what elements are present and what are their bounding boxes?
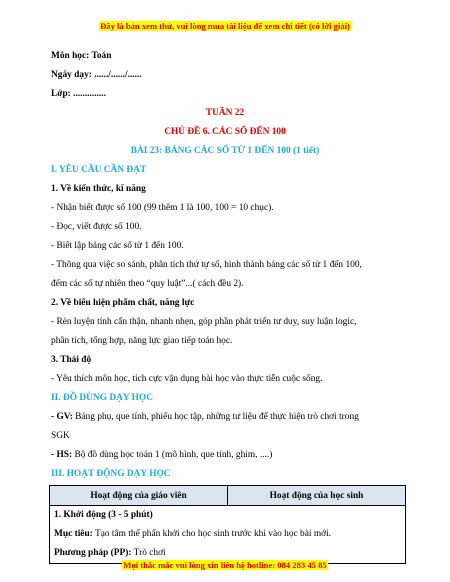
attitude-item: - Yêu thích môn học, tích cực vận dụng bài học vào thực tiễn cuộc sống.: [51, 374, 323, 384]
hotline-banner: [0, 560, 450, 570]
hotline-banner-text: Mọi thắc mắc vui lòng xin liên hệ hotline: 084 283 45 85: [123, 560, 327, 570]
student-materials: [51, 449, 411, 461]
teacher-materials-cont: SGK: [51, 431, 70, 441]
date-line: Ngày dạy: ....../....../......: [51, 70, 142, 80]
preview-banner-text: Đây là bản xem thử, vui lòng mua tài liệu để xem chi tiết (có lời giải): [100, 21, 350, 31]
knowledge-item: đếm các số tự nhiên theo “quy luật”...( cách đều 2).: [51, 279, 244, 289]
activity-row: [50, 506, 406, 564]
subsection-competence: 2. Về biểu hiện phẩm chất, năng lực: [51, 298, 195, 308]
activity-title: 1. Khởi động (3 - 5 phút): [54, 510, 153, 520]
activity-method: Phương pháp (PP): Trò chơi: [54, 548, 166, 558]
teacher-materials: [51, 411, 411, 423]
knowledge-item: - Nhận biết được số 100 (99 thêm 1 là 100, 100 = 10 chục).: [51, 203, 274, 213]
activity-goal: Mục tiêu: Tạo tâm thế phấn khởi cho học sinh trước khi vào học bài mới.: [54, 529, 332, 539]
activity-table: [49, 485, 406, 564]
lesson-title: BÀI 23: BẢNG CÁC SỐ TỪ 1 ĐẾN 100 (1 tiết): [130, 146, 320, 156]
hs-text: Bộ đồ dùng học toán 1 (mô hình, que tính, ghim, ....): [72, 450, 273, 460]
competence-item: phân tích, tổng hợp, năng lực giao tiếp toán học.: [51, 336, 233, 346]
knowledge-item: - Biết lập bảng các số từ 1 đến 100.: [51, 241, 184, 251]
col-student-header: Hoạt động của học sinh: [228, 486, 406, 506]
col-teacher-header: Hoạt động của giáo viên: [50, 486, 228, 506]
section-materials: II. ĐỒ DÙNG DẠY HỌC: [51, 393, 153, 403]
subsection-knowledge: 1. Về kiến thức, kĩ năng: [51, 184, 146, 194]
gv-text: Bảng phụ, que tính, phiếu học tập, những tư liệu để thực hiện trò chơi trong: [72, 412, 359, 422]
preview-banner: [0, 21, 450, 31]
subject-line: Môn học: Toán: [51, 51, 112, 61]
section-activities: III. HOẠT ĐỘNG DẠY HỌC: [51, 469, 171, 479]
topic-title: CHỦ ĐỀ 6. CÁC SỐ ĐẾN 100: [164, 127, 286, 137]
class-line: Lớp: ..............: [51, 89, 106, 99]
subsection-attitude: 3. Thái độ: [51, 355, 92, 365]
knowledge-item: - Đọc, viết được số 100.: [51, 222, 142, 232]
hs-label: - HS:: [51, 450, 73, 460]
gv-label: - GV:: [51, 412, 73, 422]
knowledge-item: - Thông qua việc so sánh, phân tích thứ tự số, hình thành bảng các số từ 1 đến 100,: [51, 260, 362, 270]
competence-item: - Rèn luyện tính cẩn thận, nhanh nhẹn, góp phần phát triển tư duy, suy luận logic,: [51, 317, 357, 327]
week-title: TUẦN 22: [205, 108, 245, 118]
section-requirements: I. YÊU CẦU CẦN ĐẠT: [51, 165, 147, 175]
